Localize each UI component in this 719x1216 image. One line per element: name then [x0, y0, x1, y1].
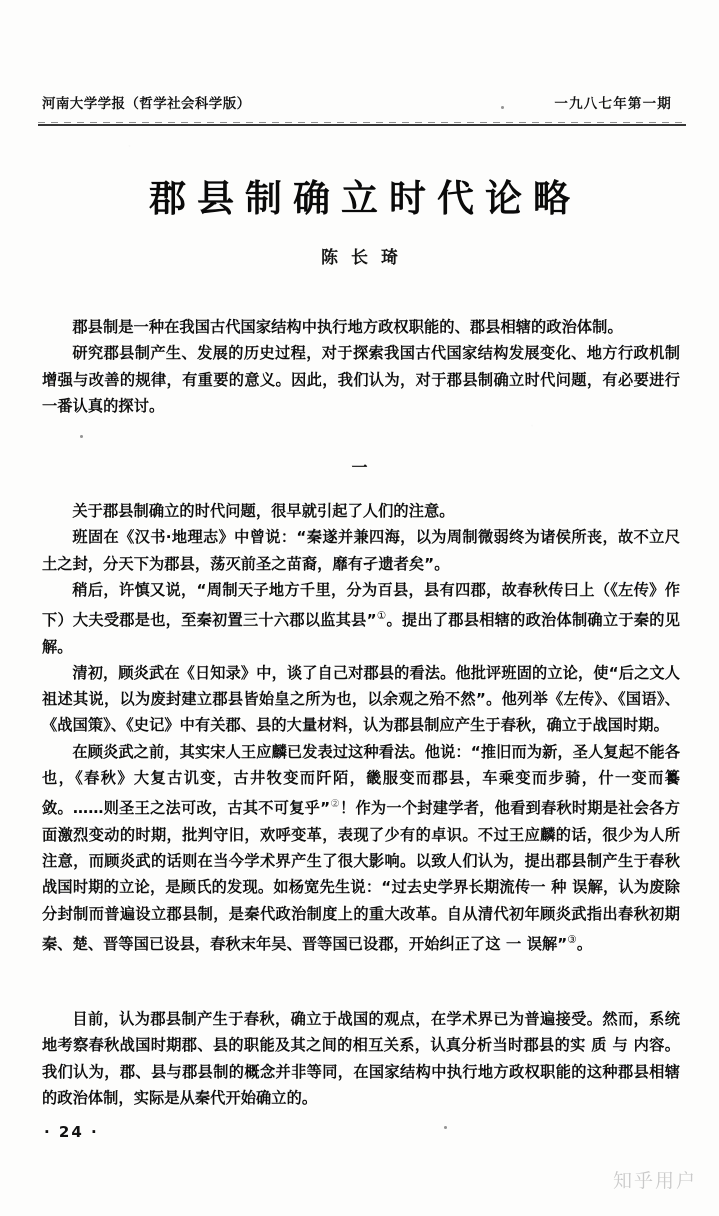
paragraph: 关于郡县制确立的时代问题，很早就引起了人们的注意。 — [72, 502, 455, 520]
watermark: 知乎用户 — [612, 1170, 697, 1192]
closing-paragraph — [42, 1006, 680, 1111]
emphasized-text: 籑敛 — [42, 769, 680, 820]
emphasized-text: 春秋初期秦、楚、晋等国已设县，春秋末年吴、晋等国已设郡 — [42, 905, 680, 956]
paragraph: 研究郡县制产生、发展的历史过程，对于探索我国古代国家结构发展变化、地方行政机制增强与改善的规律，有重要的意义。因此，我们认为，对于郡县制确立时代问题，有必要进行一番认真的探讨。 — [42, 344, 680, 415]
emphasized-text: 阡陌 — [316, 769, 349, 790]
paragraph-text: ，开始纠正了 — [393, 934, 486, 953]
emphasized-text: 春秋 — [501, 716, 532, 737]
emphasized-text: 这 一 误解 — [485, 935, 557, 956]
footnote-ref: ③ — [567, 933, 577, 946]
paragraph-text: 清初，顾炎武在《日知录》中，谈了自己对郡县的看法。他批评班固的立论，使“后之文人祖述其说，以为废封建立郡县皆始皇之所为也，以余观之 — [42, 663, 680, 709]
paragraph-text: 稍后，许慎又说，“周制天子地方千里，分为百县，县有四郡，故春秋传曰上（《左传》作下）大夫受郡是也，至秦初置三十六郡以监其县” — [42, 580, 680, 630]
emphasized-text: 实 质 与 内容 — [570, 1036, 665, 1057]
paragraph-text: ！作为一个封建学者，他看到春秋时期是社会各方面激烈变动的时期，批判守旧，欢呼变革，表现了少有的卓识。不过王应麟的话，很少为人所注意，而顾炎武的话则在当今学术界产生了很大影响。以致人们认为，提出郡县制产生于春秋战国时期的立论，是顾氏的发现。如杨宽先生说：“过去史学界长期流传 — [42, 799, 680, 897]
paragraph — [42, 739, 680, 958]
article-title: 郡县制确立时代论略 — [149, 177, 581, 220]
journal-name: 河南大学学报（哲学社会科学版） — [42, 96, 251, 112]
page-number: · 24 · — [44, 1123, 99, 1141]
intro-paragraphs — [42, 314, 680, 419]
footnote-ref: ② — [330, 798, 340, 811]
paragraph-text: ，认为废除分封制而普遍设立郡县制，是秦代政治制度上的重大改革。自从清代初年顾炎武指出 — [42, 878, 680, 923]
paragraph-text: 班固在《汉书·地理志》中曾说：“秦遂并兼四海，以为周制微弱终为诸侯所丧，故不立尺土之封，分天下为郡县，荡灭前圣之苗裔，靡有孑遗者矣”。 — [42, 528, 680, 573]
paragraph — [42, 577, 680, 660]
paragraph — [42, 660, 680, 739]
paragraph: 郡县制是一种在我国古代国家结构中执行地方政权职能的、郡县相辖的政治体制。 — [72, 318, 623, 336]
paragraph-text: 。我们认为，郡、县与郡县制的概念并非等同，在国家结构中执行地方政权职能的这种郡县相辖的政治体制，实际是从秦代开始确立的。 — [42, 1036, 680, 1107]
scan-speck — [444, 1126, 447, 1129]
paragraph — [42, 1006, 680, 1111]
running-head — [42, 92, 678, 112]
paragraph-text: 。……则圣王之法可改，古其不可复乎” — [57, 799, 331, 818]
paragraph-text: ”。他列举《左传》、《国语》、《战国策》、《史记》中有关郡、县的大量材料，认为郡县制应产生于 — [42, 690, 680, 735]
paragraph-text: ，确立于战国时期。 — [531, 716, 669, 735]
footnote-ref: ① — [376, 610, 387, 623]
section-one-paragraphs — [42, 498, 680, 957]
emphasized-text: 一 种 误解 — [530, 878, 603, 899]
paragraph-text: ，畿服变而郡县，车乘变而步骑，什一变而 — [349, 769, 665, 788]
issue-label: 一九八七年第一期 — [554, 96, 672, 112]
section-marker: 一 — [351, 458, 368, 477]
paragraph-text: 目前，认为郡县制产生于春秋，确立于战国的观点，在学术界已为普遍接受。然而，系统地考察春秋战国时期郡、县的职能及其之间的相互关系，认真分析当时郡县的 — [42, 1010, 680, 1055]
paragraph-text: 。提出了郡县相辖的政治体制确立于秦的见解。 — [42, 611, 680, 656]
scan-speck — [80, 435, 83, 438]
header-divider — [38, 124, 686, 126]
paragraph — [42, 524, 680, 577]
article-author: 陈长琦 — [321, 248, 411, 268]
scan-speck — [501, 106, 504, 109]
paragraph-text: 。 — [576, 934, 593, 953]
paragraph-text: ” — [557, 934, 568, 953]
paragraph-text: 在顾炎武之前，其实宋人王应麟已发表过这种看法。他说：“推旧而为新，圣人复起不能各也，《春秋》大复古讥变，古井牧变而 — [42, 742, 680, 788]
emphasized-text: 殆不然 — [429, 690, 475, 711]
